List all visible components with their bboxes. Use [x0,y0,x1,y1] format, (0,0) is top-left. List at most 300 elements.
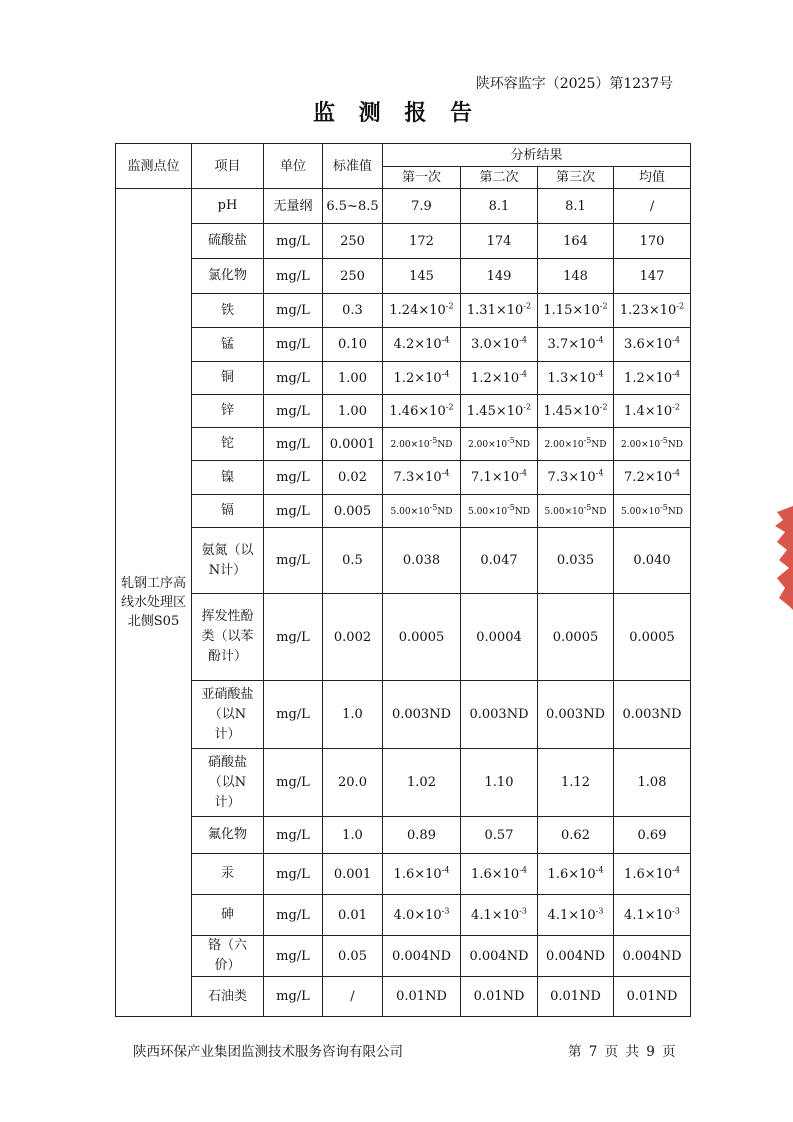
item-cell [192,362,264,395]
header-run2: 第二次 [461,167,538,189]
run2-cell [461,294,538,328]
run3-text: 0.0005 [552,629,599,645]
mean-text: $1.4\times 10^{-2}$ [624,402,680,419]
run2-text: 1.10 [484,775,514,790]
run2-cell [461,395,538,428]
run2-text: $1.31\times 10^{-2}$ [466,301,532,318]
unit-text: mg/L [276,989,310,1004]
standard-text: 0.5 [342,553,363,568]
page-title: 监 测 报 告 [313,100,480,126]
item-text: 铜 [220,370,234,385]
unit-text: mg/L [276,907,310,923]
standard-cell [323,428,383,461]
run3-cell [538,817,614,854]
run2-cell [461,681,538,749]
standard-cell [323,528,383,594]
run2-text: $2.00\times 10^{-5}ND$ [468,435,530,450]
unit-cell [264,749,323,817]
standard-text: 0.05 [338,948,367,964]
header-standard: 标准值 [323,144,383,189]
run2-text: $1.45\times 10^{-2}$ [466,402,532,419]
item-cell [192,817,264,854]
item-cell [192,428,264,461]
standard-cell [323,362,383,395]
table-body [116,189,691,1017]
unit-cell [264,495,323,528]
item-text: 砷 [220,907,234,922]
standard-text: 6.5~8.5 [326,198,379,214]
unit-cell [264,594,323,681]
run3-cell [538,528,614,594]
standard-cell [323,749,383,817]
standard-cell [323,495,383,528]
run3-cell [538,936,614,977]
run2-cell [461,528,538,594]
mean-text: / [649,198,655,214]
standard-text: 0.01 [338,907,367,923]
mean-text: $2.00\times 10^{-5}ND$ [621,435,683,450]
table-row [116,395,691,428]
run2-text: 0.047 [480,553,518,568]
mean-text: 0.0005 [629,629,675,645]
item-cell [192,854,264,895]
unit-text: mg/L [276,707,310,722]
run1-text: $1.2\times 10^{-4}$ [393,369,450,386]
item-cell [192,461,264,495]
run1-text: $1.6\times 10^{-4}$ [393,865,450,882]
run3-cell [538,328,614,362]
mean-cell [614,977,691,1017]
mean-text: 170 [639,233,665,249]
run2-cell [461,749,538,817]
mean-cell [614,854,691,895]
unit-cell [264,189,323,224]
standard-cell [323,224,383,259]
unit-cell [264,362,323,395]
standard-cell [323,594,383,681]
run3-cell [538,189,614,224]
run3-text: 164 [563,233,588,249]
standard-text: 1.00 [338,370,367,386]
table-row [116,895,691,936]
run3-text: $1.15\times 10^{-2}$ [543,301,608,318]
run1-cell [383,259,461,294]
unit-text: mg/L [276,403,310,419]
standard-cell [323,817,383,854]
item-text: 锌 [220,403,234,418]
run1-cell [383,395,461,428]
standard-text: 1.0 [342,827,363,843]
run1-cell [383,681,461,749]
run3-text: $2.00\times 10^{-5}ND$ [544,435,607,450]
table-row [116,428,691,461]
item-cell [192,977,264,1017]
run2-text: 0.003ND [469,707,529,722]
unit-cell [264,428,323,461]
report-number: 陕环容监字（2025）第1237号 [475,76,673,92]
unit-text: mg/L [276,629,310,645]
run2-cell [461,495,538,528]
mean-cell [614,294,691,328]
run3-cell [538,495,614,528]
standard-cell [323,395,383,428]
run3-cell [538,395,614,428]
run1-cell [383,817,461,854]
standard-text: 0.002 [333,629,372,645]
unit-text: mg/L [276,303,310,318]
table-row [116,594,691,681]
mean-cell [614,259,691,294]
table-row [116,461,691,495]
run1-text: $2.00\times 10^{-5}ND$ [390,435,453,450]
run1-text: 0.89 [407,827,436,843]
unit-cell [264,977,323,1017]
mean-cell [614,681,691,749]
mean-cell [614,594,691,681]
run3-cell [538,428,614,461]
unit-cell [264,895,323,936]
mean-cell [614,817,691,854]
standard-text: 0.3 [342,303,363,318]
item-text: pH [217,198,238,213]
run3-text: 0.003ND [545,707,605,722]
run2-text: $1.2\times 10^{-4}$ [471,369,527,386]
unit-text: mg/L [276,268,310,284]
table-row [116,936,691,977]
table-row [116,328,691,362]
header-item: 项目 [192,144,264,189]
unit-text: mg/L [276,337,310,352]
run1-text: 0.004ND [391,948,451,964]
mean-text: $4.1\times 10^{-3}$ [624,906,680,923]
table-row [116,495,691,528]
run1-text: 172 [409,233,434,249]
unit-cell [264,528,323,594]
mean-cell [614,895,691,936]
item-text: 亚硝酸盐（以N计） [201,686,254,742]
item-cell [192,936,264,977]
item-cell [192,528,264,594]
run2-cell [461,594,538,681]
mean-cell [614,362,691,395]
header-run3: 第三次 [538,167,614,189]
run1-cell [383,428,461,461]
table-row [116,189,691,224]
standard-text: 20.0 [338,775,367,790]
run1-text: $4.0\times 10^{-3}$ [393,906,450,923]
unit-text: mg/L [276,827,310,843]
run1-text: 0.0005 [398,629,445,645]
item-text: 汞 [220,866,234,881]
table-row [116,528,691,594]
item-text: 挥发性酚类（以苯酚计） [201,609,254,664]
run3-cell [538,461,614,495]
run1-cell [383,328,461,362]
run3-cell [538,259,614,294]
run2-text: 0.0004 [476,629,522,645]
run1-cell [383,749,461,817]
item-text: 锰 [220,336,234,352]
standard-text: 0.001 [333,866,372,882]
unit-text: mg/L [276,775,310,790]
run1-text: 0.038 [402,553,441,568]
unit-text: mg/L [276,470,310,485]
run3-text: $7.3\times 10^{-4}$ [547,468,604,485]
mean-cell [614,224,691,259]
run2-cell [461,428,538,461]
run3-cell [538,681,614,749]
item-text: 硝酸盐（以N计） [207,754,247,810]
run1-cell [383,224,461,259]
run3-text: $1.6\times 10^{-4}$ [547,865,604,882]
run3-cell [538,749,614,817]
standard-cell [323,461,383,495]
unit-cell [264,681,323,749]
unit-text: mg/L [276,370,310,386]
table-row [116,294,691,328]
standard-cell [323,936,383,977]
mean-text: $7.2\times 10^{-4}$ [624,468,680,485]
run3-cell [538,362,614,395]
run1-cell [383,977,461,1017]
standard-cell [323,854,383,895]
item-text: 铁 [220,302,234,318]
run3-text: 0.01ND [550,989,601,1004]
standard-text: 0.0001 [329,436,376,452]
run3-text: $4.1\times 10^{-3}$ [547,906,604,923]
run3-text: $3.7\times 10^{-4}$ [547,335,604,352]
run1-text: $7.3\times 10^{-4}$ [393,468,450,485]
item-cell [192,495,264,528]
table-row [116,977,691,1017]
run1-cell [383,189,461,224]
item-cell [192,224,264,259]
run1-cell [383,495,461,528]
table-row [116,259,691,294]
run3-text: 0.62 [561,827,590,843]
mean-cell [614,395,691,428]
run3-text: $5.00\times 10^{-5}ND$ [544,502,607,517]
unit-text: mg/L [276,503,310,519]
item-text: 硫酸盐 [207,233,247,248]
mean-text: 147 [639,268,665,284]
run1-text: 0.003ND [391,707,451,722]
run1-text: 7.9 [411,198,432,214]
run2-text: $5.00\times 10^{-5}ND$ [468,502,530,517]
standard-cell [323,681,383,749]
run2-text: 0.01ND [473,989,525,1004]
run2-cell [461,895,538,936]
unit-cell [264,854,323,895]
mean-cell [614,189,691,224]
item-cell [192,328,264,362]
mean-text: 0.003ND [622,707,682,722]
unit-cell [264,224,323,259]
header-point: 监测点位 [116,144,192,189]
mean-cell [614,528,691,594]
standard-text: 250 [340,268,365,284]
run3-text: 8.1 [565,198,586,214]
run2-cell [461,362,538,395]
run2-cell [461,328,538,362]
run2-text: 149 [486,268,512,284]
run2-cell [461,224,538,259]
run3-text: $1.45\times 10^{-2}$ [543,402,608,419]
run3-cell [538,854,614,895]
standard-cell [323,189,383,224]
standard-cell [323,294,383,328]
run2-cell [461,259,538,294]
run2-text: $4.1\times 10^{-3}$ [471,906,527,923]
item-cell [192,294,264,328]
run2-text: 0.004ND [469,948,529,964]
unit-cell [264,259,323,294]
unit-text: mg/L [276,866,310,882]
run1-text: $5.00\times 10^{-5}ND$ [390,502,453,517]
run3-cell [538,895,614,936]
item-cell [192,259,264,294]
item-text: 铊 [220,436,234,451]
standard-cell [323,977,383,1017]
item-cell [192,189,264,224]
seal-stamp-fragment [771,498,793,618]
run1-text: 1.02 [407,775,436,790]
standard-text: 1.00 [338,403,367,419]
run2-text: $3.0\times 10^{-4}$ [471,335,527,352]
run1-cell [383,362,461,395]
run2-cell [461,936,538,977]
table-row [116,681,691,749]
mean-text: $1.23\times 10^{-2}$ [619,301,685,318]
run2-text: 0.57 [484,827,514,843]
run3-text: 0.004ND [545,948,605,964]
mean-text: $5.00\times 10^{-5}ND$ [621,502,683,517]
mean-text: 0.01ND [626,989,678,1004]
run1-cell [383,854,461,895]
run1-text: $4.2\times 10^{-4}$ [393,335,450,352]
monitoring-results-table [115,143,691,1017]
header-unit: 单位 [264,144,323,189]
item-cell [192,594,264,681]
run3-cell [538,977,614,1017]
run2-text: 174 [486,233,512,249]
mean-cell [614,328,691,362]
standard-cell [323,328,383,362]
unit-text: 无量纲 [273,198,313,214]
table-row [116,224,691,259]
run2-cell [461,817,538,854]
standard-text: 250 [340,233,365,249]
item-text: 氯化物 [207,268,247,283]
mean-cell [614,428,691,461]
mean-text: 0.69 [637,827,667,843]
footer-page-number: 第 7 页 共 9 页 [568,1044,676,1060]
standard-text: 0.02 [338,470,367,485]
monitoring-point-cell: 轧钢工序高线水处理区北侧S05 [116,189,192,1017]
run2-text: $7.1\times 10^{-4}$ [471,468,527,485]
table-row [116,749,691,817]
mean-text: $1.2\times 10^{-4}$ [624,369,680,386]
run2-text: $1.6\times 10^{-4}$ [471,865,527,882]
run1-cell [383,936,461,977]
standard-cell [323,895,383,936]
item-cell [192,681,264,749]
item-text: 镉 [220,503,234,518]
run1-text: $1.24\times 10^{-2}$ [389,301,454,318]
mean-text: 0.040 [633,553,671,568]
item-text: 镍 [220,469,234,485]
standard-text: 1.0 [342,707,363,722]
unit-cell [264,461,323,495]
unit-text: mg/L [276,436,310,452]
mean-cell [614,461,691,495]
unit-cell [264,294,323,328]
header-run1: 第一次 [383,167,461,189]
run2-cell [461,977,538,1017]
unit-text: mg/L [276,948,310,964]
standard-text: 0.005 [333,503,372,519]
run1-cell [383,528,461,594]
run2-cell [461,461,538,495]
standard-text: / [350,989,355,1004]
mean-text: 0.004ND [622,948,682,964]
header-results: 分析结果 [383,144,691,167]
unit-cell [264,328,323,362]
run1-text: 0.01ND [396,989,447,1004]
run3-text: $1.3\times 10^{-4}$ [547,369,604,386]
table-row [116,362,691,395]
run3-text: 1.12 [561,775,590,790]
footer-company: 陕西环保产业集团监测技术服务咨询有限公司 [133,1044,403,1060]
unit-cell [264,395,323,428]
standard-text: 0.10 [338,337,367,352]
standard-cell [323,259,383,294]
unit-cell [264,817,323,854]
mean-text: $1.6\times 10^{-4}$ [624,865,680,882]
run1-cell [383,594,461,681]
item-text: 石油类 [207,988,247,1004]
run1-cell [383,294,461,328]
run2-cell [461,189,538,224]
unit-text: mg/L [276,553,310,568]
table-row [116,854,691,895]
item-text: 氟化物 [207,827,247,842]
item-text: 铬（六价） [207,938,247,973]
run1-cell [383,461,461,495]
run3-cell [538,224,614,259]
run1-text: 145 [409,268,434,284]
mean-text: 1.08 [637,775,667,790]
run3-cell [538,294,614,328]
mean-text: $3.6\times 10^{-4}$ [624,335,680,352]
item-cell [192,895,264,936]
run3-text: 148 [563,268,588,284]
run1-text: $1.46\times 10^{-2}$ [389,402,454,419]
mean-cell [614,749,691,817]
run1-cell [383,895,461,936]
run3-cell [538,594,614,681]
run3-text: 0.035 [556,553,595,568]
header-mean: 均值 [614,167,691,189]
mean-cell [614,495,691,528]
run2-cell [461,854,538,895]
item-cell [192,395,264,428]
unit-text: mg/L [276,233,310,249]
run2-text: 8.1 [488,198,510,214]
item-cell [192,749,264,817]
table-row [116,817,691,854]
unit-cell [264,936,323,977]
